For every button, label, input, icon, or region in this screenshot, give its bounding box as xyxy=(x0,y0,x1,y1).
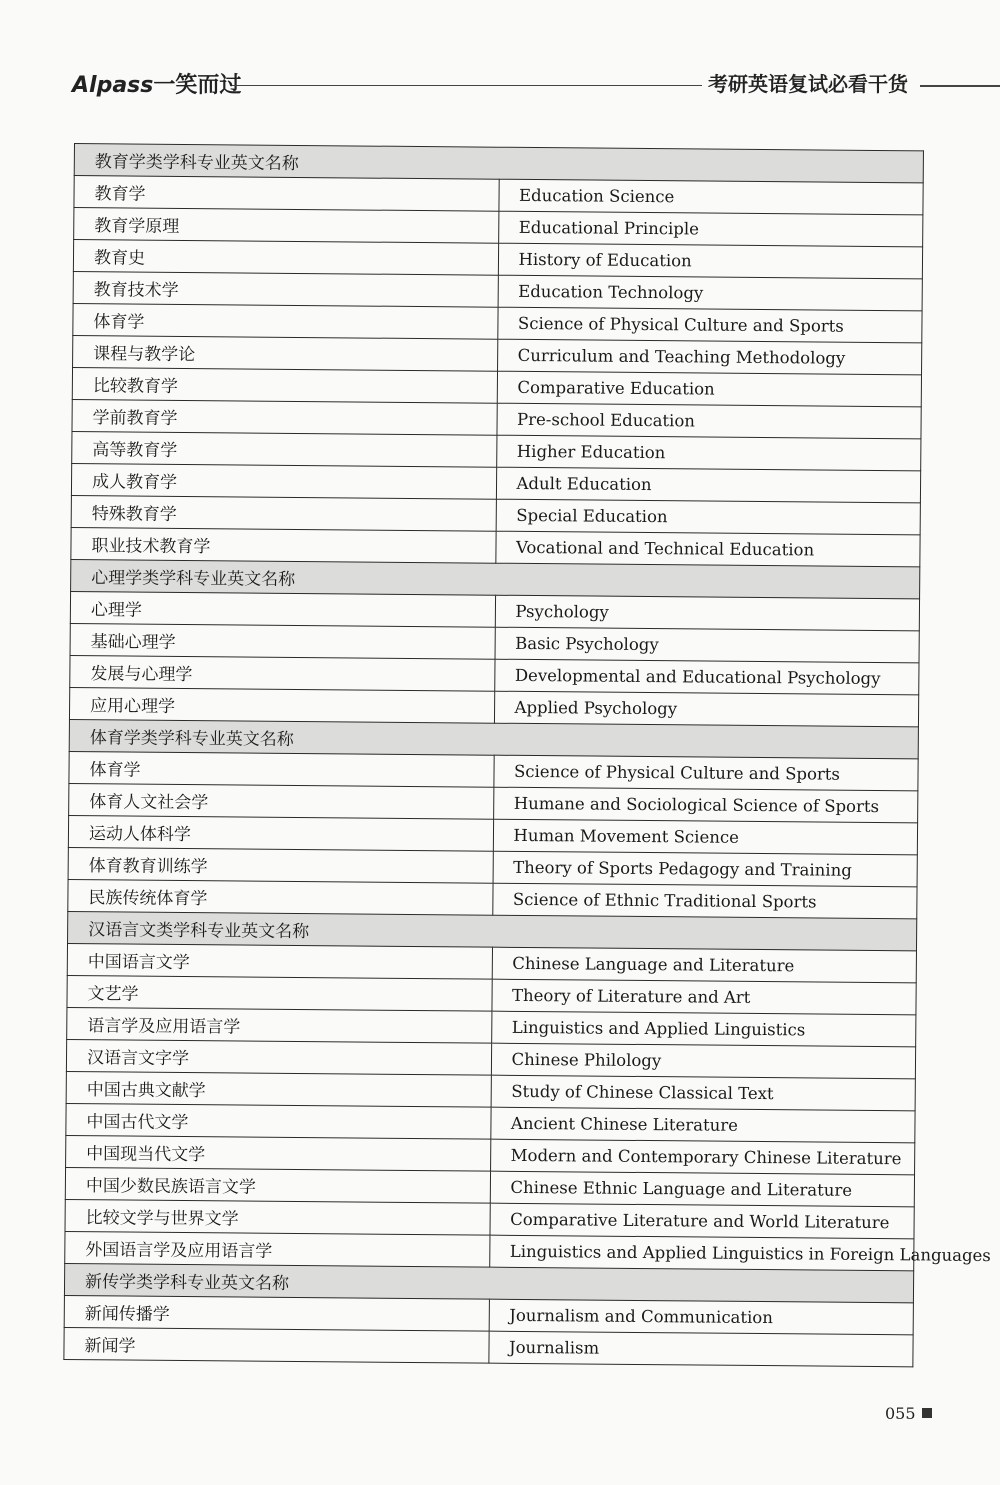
chinese-major-name: 运动人体科学 xyxy=(68,815,493,851)
chinese-major-name: 体育学 xyxy=(69,751,494,787)
page-header xyxy=(72,66,1000,102)
chinese-major-name: 新闻传播学 xyxy=(64,1295,489,1331)
chinese-major-name: 教育学 xyxy=(74,176,499,212)
english-major-name: Comparative Literature and World Literature xyxy=(489,1203,914,1239)
chinese-major-name: 特殊教育学 xyxy=(71,495,496,531)
chinese-major-name: 比较教育学 xyxy=(72,367,497,403)
chinese-major-name: 中国语言文学 xyxy=(67,943,492,979)
english-major-name: Chinese Ethnic Language and Literature xyxy=(490,1171,915,1207)
chinese-major-name: 成人教育学 xyxy=(71,463,496,499)
header-rule-right xyxy=(920,85,1000,87)
english-major-name: Chinese Philology xyxy=(491,1043,916,1079)
chinese-major-name: 体育教育训练学 xyxy=(68,847,493,883)
english-major-name: Vocational and Technical Education xyxy=(495,531,920,567)
english-major-name: Theory of Literature and Art xyxy=(491,979,916,1015)
english-major-name: Educational Principle xyxy=(498,211,923,247)
table-body xyxy=(64,144,991,1367)
chinese-major-name: 发展与心理学 xyxy=(70,655,495,691)
english-major-name: Human Movement Science xyxy=(493,819,918,855)
english-major-name: Education Science xyxy=(498,179,923,215)
english-major-name: Comparative Education xyxy=(497,371,922,407)
chinese-major-name: 语言学及应用语言学 xyxy=(67,1007,492,1043)
english-major-name: Science of Physical Culture and Sports xyxy=(497,307,922,343)
english-major-name: Higher Education xyxy=(496,435,921,471)
chinese-major-name: 基础心理学 xyxy=(70,623,495,659)
chinese-major-name: 中国少数民族语言文学 xyxy=(65,1167,490,1203)
english-major-name: Journalism xyxy=(488,1331,913,1367)
section-title: 汉语言文类学科专业英文名称 xyxy=(68,911,917,950)
chinese-major-name: 体育学 xyxy=(73,303,498,339)
chinese-major-name: 比较文学与世界文学 xyxy=(65,1199,490,1235)
chinese-major-name: 职业技术教育学 xyxy=(71,527,496,563)
chinese-major-name: 心理学 xyxy=(70,591,495,627)
english-major-name: Science of Physical Culture and Sports xyxy=(493,755,918,791)
chinese-major-name: 教育史 xyxy=(73,240,498,276)
english-major-name: Linguistics and Applied Linguistics xyxy=(491,1011,916,1047)
brand-logo xyxy=(72,68,241,99)
table-row xyxy=(64,1327,913,1366)
chinese-major-name: 新闻学 xyxy=(64,1327,489,1363)
brand-logo-mark: Alpass xyxy=(72,73,154,98)
header-rule-left xyxy=(232,85,752,86)
english-major-name: Special Education xyxy=(496,499,921,535)
chinese-major-name: 高等教育学 xyxy=(72,431,497,467)
english-major-name: Psychology xyxy=(495,595,920,631)
chinese-major-name: 民族传统体育学 xyxy=(68,879,493,915)
section-title: 心理学类学科专业英文名称 xyxy=(71,559,920,598)
chinese-major-name: 外国语言学及应用语言学 xyxy=(65,1231,490,1267)
english-major-name: Developmental and Educational Psychology xyxy=(494,659,919,695)
chinese-major-name: 中国古典文献学 xyxy=(66,1071,491,1107)
english-major-name: Science of Ethnic Traditional Sports xyxy=(492,883,917,919)
english-major-name: Adult Education xyxy=(496,467,921,503)
english-major-name: Modern and Contemporary Chinese Literature xyxy=(490,1139,915,1175)
english-major-name: History of Education xyxy=(498,243,923,279)
page-number-text: 055 xyxy=(885,1404,916,1423)
book-title: 考研英语复试必看干货 xyxy=(702,68,914,97)
section-title: 教育学类学科专业英文名称 xyxy=(74,144,923,183)
major-names-table xyxy=(63,143,991,1367)
english-major-name: Basic Psychology xyxy=(495,627,920,663)
page-number xyxy=(885,1404,932,1423)
chinese-major-name: 中国古代文学 xyxy=(66,1103,491,1139)
english-major-name: Journalism and Communication xyxy=(489,1299,914,1335)
english-major-name: Linguistics and Applied Linguistics in Foreign Languages xyxy=(489,1235,914,1271)
chinese-major-name: 应用心理学 xyxy=(69,687,494,723)
brand-slogan: 一笑而过 xyxy=(153,73,242,98)
chinese-major-name: 教育学原理 xyxy=(74,208,499,244)
page-marker-icon xyxy=(922,1408,932,1418)
chinese-major-name: 中国现当代文学 xyxy=(66,1135,491,1171)
chinese-major-name: 文艺学 xyxy=(67,975,492,1011)
section-title: 新传学类学科专业英文名称 xyxy=(64,1263,913,1302)
chinese-major-name: 教育技术学 xyxy=(73,271,498,307)
english-major-name: Education Technology xyxy=(498,275,923,311)
chinese-major-name: 汉语言文字学 xyxy=(66,1039,491,1075)
english-major-name: Theory of Sports Pedagogy and Training xyxy=(493,851,918,887)
english-major-name: Ancient Chinese Literature xyxy=(490,1107,915,1143)
major-names-table-wrapper xyxy=(63,143,991,1367)
chinese-major-name: 课程与教学论 xyxy=(73,335,498,371)
english-major-name: Chinese Language and Literature xyxy=(492,947,917,983)
english-major-name: Applied Psychology xyxy=(494,691,919,727)
english-major-name: Study of Chinese Classical Text xyxy=(491,1075,916,1111)
english-major-name: Pre-school Education xyxy=(496,403,921,439)
english-major-name: Curriculum and Teaching Methodology xyxy=(497,339,922,375)
english-major-name: Humane and Sociological Science of Sports xyxy=(493,787,918,823)
chinese-major-name: 体育人文社会学 xyxy=(69,783,494,819)
chinese-major-name: 学前教育学 xyxy=(72,399,497,435)
section-title: 体育学类学科专业英文名称 xyxy=(69,719,918,758)
